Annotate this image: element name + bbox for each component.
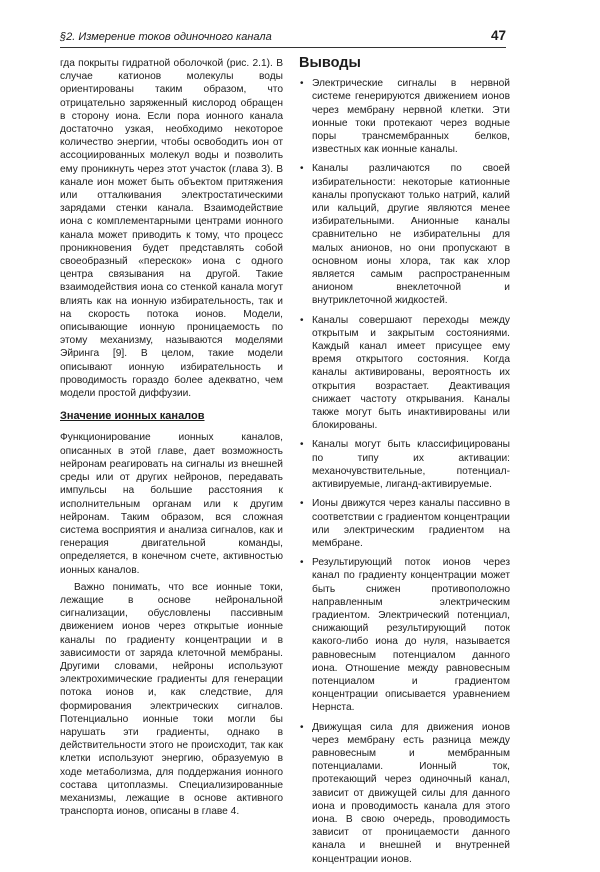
conclusions-list: [299, 77, 510, 866]
conclusion-item: [299, 721, 510, 866]
intro-paragraph: гда покрыты гидратной оболочкой (рис. 2.1). В случае катионов молекулы воды ориентированы таким образом, что отрицательно заряженный кислород обращен в сторону иона. Если пора ионного канала достаточно узкая, необходимо некоторое количество энергии, чтобы освободить ион от ассоциированных молекул воды и позволить ему проникнуть через этот участок (глава 3). В канале ион может быть объектом притяжения или отталкивания электростатическими зарядами стенки канала. Взаимодействие иона с комплементарными центрами ионного канала может приводить к тому, что процесс проникновения будет представлять собой своеобразный «перескок» иона с одного центра связывания на другой. Такие взаимодействия иона со стенкой канала могут влиять как на ионную избирательность, так и на скорость потока ионов. Модели, описывающие ионную проницаемость по этому механизму, называются моделями Эйринга [9]. В целом, такие модели описывают ионную избирательность и проводимость гораздо более адекватно, чем модели простой диффузии.: [60, 58, 283, 400]
bullet-icon: •: [300, 78, 304, 90]
bullet-icon: •: [300, 498, 304, 510]
conclusion-item: [299, 314, 510, 433]
bullet-icon: •: [300, 557, 304, 569]
conclusion-text: Каналы различаются по своей избирательности: некоторые катионные каналы пропускают только натрий, калий или кальций, другие являются менее избирательными. Анионные каналы сравнительно не избирательны для малых анионов, но они пропускают в основном ионы хлора, так как хлор является самым распространенным анионом внеклеточной и внутриклеточной жидкостей.: [312, 163, 510, 307]
conclusion-text: Движущая сила для движения ионов через мембрану есть разница между равновесным и мембранным потенциалами. Ионный ток, протекающий через одиночный канал, зависит от движущей силы для данного иона и проводимость канала для этого иона. В свою очередь, проводимость зависит от проницаемости данного канала и внешней и внутренней концентрации ионов.: [312, 721, 510, 865]
conclusion-text: Электрические сигналы в нервной системе генерируются движением ионов через мембрану нервной клетки. Эти ионные токи протекают через водные поры трансмембранных белков, известных как ионные каналы.: [312, 78, 510, 156]
section-paragraph-1: Функционирование ионных каналов, описанных в этой главе, дает возможность нейронам реагировать на сигналы из внешней среды или от других нейронов, передавать импульсы на большие расстояния к исполнительным органам или к другим нейронам. Таким образом, вся сложная система восприятия и анализа сигналов, как и генерация двигательной команды, определяется, в конечном счете, активностью ионных каналов.: [60, 432, 283, 576]
page-number: 47: [490, 28, 506, 43]
page-header: [60, 27, 506, 48]
section-heading: Значение ионных каналов: [60, 410, 205, 423]
conclusion-item: [299, 438, 510, 491]
conclusion-item: [299, 497, 510, 550]
conclusion-item: [299, 77, 510, 156]
bullet-icon: •: [300, 439, 304, 451]
conclusion-text: Каналы могут быть классифицированы по типу их активации: механочувствительные, потенциал-активируемые, лиганд-активируемые.: [312, 439, 510, 491]
bullet-icon: •: [300, 721, 304, 733]
bullet-icon: •: [300, 163, 304, 175]
left-column: [60, 57, 283, 818]
bullet-icon: •: [300, 314, 304, 326]
running-title: §2. Измерение токов одиночного канала: [60, 31, 272, 43]
conclusion-text: Каналы совершают переходы между открытым и закрытым состояниями. Каждый канал имеет присущее ему время открытого состояния. Когда каналы активированы, вероятность их открытия возрастает. Деактивация снижает частоту открывания. Каналы также могут быть инактивированы или блокированы.: [312, 314, 510, 432]
conclusion-item: [299, 556, 510, 714]
conclusion-text: Ионы движутся через каналы пассивно в соответствии с градиентом концентрации или электрическим градиентом на мембране.: [312, 498, 510, 549]
conclusion-item: [299, 162, 510, 307]
conclusion-text: Результирующий поток ионов через канал по градиенту концентрации может быть снижен противоположно направленным электрическим градиентом. Электрический потенциал, снижающий результирующий поток какого-либо иона до нуля, называется равновесным потенциалом данного иона. Отношение между равновесным потенциалом и градиентом концентрации описывается уравнением Нернста.: [312, 557, 510, 714]
section-paragraph-2: Важно понимать, что все ионные токи, лежащие в основе нейрональной сигнализации, обусловлены пассивным движением ионов через открытые ионные каналы по градиенту концентрации и в зависимости от заряда клеточной мембраны. Другими словами, нейроны используют электрохимические градиенты для генерации потока ионов и, как следствие, для формирования электрических сигналов. Потенциально ионные токи могли бы нарушать эти градиенты, однако в действительности этого не происходит, так как клетки используют энергию, образуемую в ходе метаболизма, для поддержания ионного состава цитоплазмы. Специализированные механизмы, лежащие в основе активного транспорта ионов, описаны в главе 4.: [60, 581, 283, 818]
conclusions-heading: Выводы: [299, 55, 361, 71]
